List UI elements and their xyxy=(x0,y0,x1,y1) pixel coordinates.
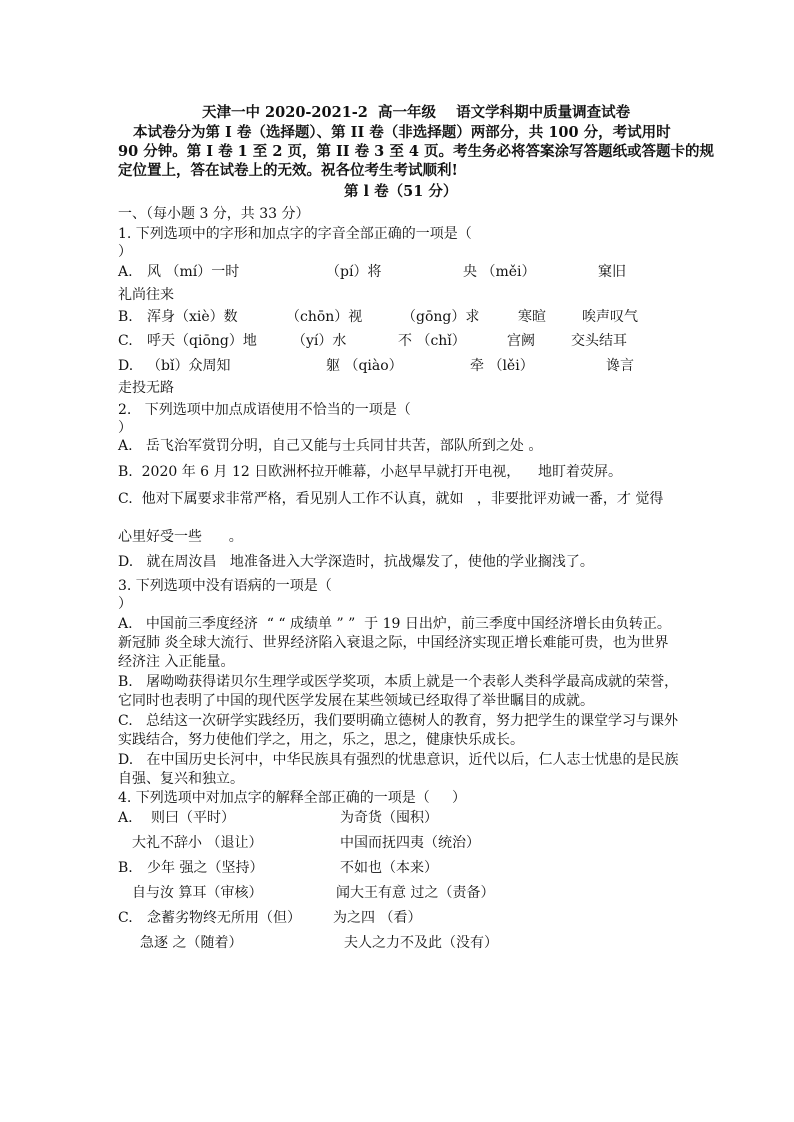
intro-line-3: 定位置上，答在试卷上的无效。祝各位考生考试顺利! xyxy=(118,162,458,179)
q4-stem: 4. 下列选项中对加点字的解释全部正确的一项是（ ） xyxy=(118,790,467,806)
q2-stem-end: ） xyxy=(118,420,132,436)
q4-option-a-1: 则曰（平时） xyxy=(151,810,235,826)
q2-option-d: D. 就在周汝昌 地准备进入大学深造时，抗战爆发了，使他的学业搁浅了。 xyxy=(118,554,594,570)
q1-option-d-cont: 走投无路 xyxy=(118,380,174,396)
intro-line-1: 本试卷分为第 I 卷（选择题）、第 II 卷（非选择题）两部分，共 100 分，考试用时 xyxy=(133,124,671,141)
q2-stem: 2. 下列选项中加点成语使用不恰当的一项是（ xyxy=(118,402,411,418)
q4-option-a-3: 大礼不辞小 （退让） xyxy=(132,835,263,851)
q3-option-a-3: 经济注 入正能量。 xyxy=(118,654,235,670)
q2-option-a: A. 岳飞治军赏罚分明，自己又能与士兵同甘共苦，部队所到之处 。 xyxy=(118,438,543,454)
q1-option-a-3: 央 （měi） xyxy=(463,264,536,280)
q1-option-b-5: 唉声叹气 xyxy=(582,309,638,325)
q1-option-a-label: A. xyxy=(118,264,133,280)
q4-option-c-label: C. xyxy=(118,910,133,926)
q1-option-c-label: C. xyxy=(118,333,133,349)
q3-option-a-1: A. 中国前三季度经济 “ “ 成绩单 ” ” 于 19 日出炉，前三季度中国经济增长由负转正。 xyxy=(118,616,671,632)
q1-option-a-cont: 礼尚往来 xyxy=(118,287,174,303)
q1-option-b-4: 寒暄 xyxy=(518,309,546,325)
q3-option-b-2: 它同时也表明了中国的现代医学发展在某些领域已经取得了举世瞩目的成就。 xyxy=(118,693,594,709)
q4-option-b-4: 闻大王有意 过之（责备） xyxy=(336,885,495,901)
q4-option-c-3: 急逐 之（随着） xyxy=(140,935,243,951)
q2-option-b: B. 2020 年 6 月 12 日欧洲杯拉开帷幕，小赵早早就打开电视， 地盯着荧屏。 xyxy=(118,464,623,480)
q3-stem: 3. 下列选项中没有语病的一项是（ xyxy=(118,578,332,594)
q1-option-c-2: （yí）水 xyxy=(292,333,347,349)
q3-option-c-2: 实践结合，努力使他们学之，用之，乐之，思之，健康快乐成长。 xyxy=(118,732,524,748)
q1-option-c-4: 宫阙 xyxy=(507,333,535,349)
q4-option-a-2: 为奇货（囤积） xyxy=(340,810,438,826)
q4-option-c-1: 念蓄劣物终无所用（但） xyxy=(147,910,301,926)
q4-option-b-2: 不如也（本来） xyxy=(340,860,438,876)
q1-option-d-3: 牵 （lěi） xyxy=(470,358,534,374)
q3-option-d-1: D. 在中国历史长河中，中华民族具有强烈的忧患意识，近代以后，仁人志士忧患的是民族 xyxy=(118,752,679,768)
q3-option-c-1: C. 总结这一次研学实践经历，我们要明确立德树人的教育，努力把学生的课堂学习与课外 xyxy=(118,713,679,729)
q3-stem-end: ） xyxy=(118,596,132,612)
q1-option-a-1: 风 （mí）一时 xyxy=(147,264,240,280)
q1-option-c-5: 交头结耳 xyxy=(571,333,627,349)
q4-option-a-4: 中国而抚四夷（统治） xyxy=(340,835,480,851)
part-heading: 一、（每小题 3 分，共 33 分） xyxy=(118,206,310,222)
q1-stem: 1. 下列选项中的字形和加点字的字音全部正确的一项是（ xyxy=(118,226,472,242)
q1-stem-end: ） xyxy=(118,244,132,260)
q1-option-d-2: 躯 （qiào） xyxy=(326,358,403,374)
q1-option-b-1: 浑身（xiè）数 xyxy=(147,309,238,325)
q3-option-b-1: B. 屠呦呦获得诺贝尔生理学或医学奖项，本质上就是一个表彰人类科学最高成就的荣誉， xyxy=(118,674,679,690)
q1-option-d-1: （bǐ）众周知 xyxy=(147,358,231,374)
q1-option-d-4: 谗言 xyxy=(606,358,634,374)
q4-option-b-1: 少年 强之（坚持） xyxy=(147,860,264,876)
q1-option-b-2: （chōn）视 xyxy=(286,309,363,325)
q1-option-b-3: （gōng）求 xyxy=(402,309,480,325)
q3-option-a-2: 新冠肺 炎全球大流行、世界经济陷入衰退之际，中国经济实现正增长难能可贵，也为世界 xyxy=(118,635,669,651)
q1-option-c-3: 不 （chǐ） xyxy=(398,333,466,349)
q4-option-b-3: 自与汝 算耳（审核） xyxy=(132,885,263,901)
q2-option-c-cont: 心里好受一些 。 xyxy=(118,529,243,545)
q1-option-d-label: D. xyxy=(118,358,134,374)
q4-option-a-label: A. xyxy=(118,810,133,826)
exam-title: 天津一中 2020-2021-2 高一年级 语文学科期中质量调查试卷 xyxy=(202,104,631,121)
intro-line-2: 90 分钟。第 I 卷 1 至 2 页，第 II 卷 3 至 4 页。考生务必将答案涂写答题纸或答题卡的规 xyxy=(118,143,715,160)
q4-option-c-2: 为之四 （看） xyxy=(333,910,422,926)
q1-option-a-4: 窠旧 xyxy=(598,264,626,280)
q2-option-c: C. 他对下属要求非常严格，看见别人工作不认真，就如 ，非要批评劝诫一番，才 觉得 xyxy=(118,491,664,507)
section-title: 第 l 卷（51 分） xyxy=(344,183,458,200)
q3-option-d-2: 自强、复兴和独立。 xyxy=(118,771,244,787)
q4-option-c-4: 夫人之力不及此（没有） xyxy=(344,935,498,951)
q1-option-c-1: 呼天（qiōng）地 xyxy=(147,333,257,349)
q4-option-b-label: B. xyxy=(118,860,133,876)
q1-option-b-label: B. xyxy=(118,309,133,325)
q1-option-a-2: （pí）将 xyxy=(326,264,382,280)
